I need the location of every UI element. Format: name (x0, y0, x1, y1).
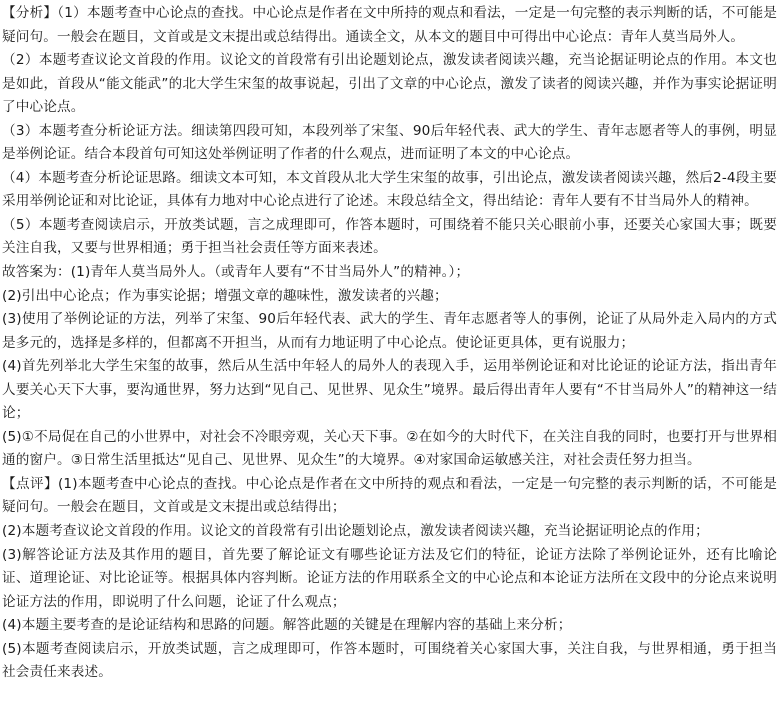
comment-item-3: (3)解答论证方法及其作用的题目，首先要了解论证文有哪些论证方法及它们的特征，论证方法除了举例论证外，还有比喻论证、道理论证、对比论证等。根据具体内容判断。论证方法的作用联系全文的中心论点和本论证方法所在文段中的分论点来说明论证方法的作用，即说明了什么问题，论证了什么观点； (2, 546, 777, 610)
answer-item-5: (5)①不局促在自己的小世界中，对社会不冷眼旁观，关心天下事。②在如今的大时代下，在关注自我的同时，也要打开与世界相通的窗户。③日常生活里抵达“见自己、见世界、见众生”的大境界。④对家国命运敏感关注，对社会责任努力担当。 (2, 428, 777, 469)
answer-explanation-document (2, 2, 777, 685)
answer-item-4: (4)首先列举北大学生宋玺的故事，然后从生活中年轻人的局外人的表现入手，运用举例论证和对比论证的论证方法，指出青年人要关心天下大事，要沟通世界，努力达到“见自己、见世界、见众生”境界。最后得出青年人要有“不甘当局外人”的精神这一结论； (2, 358, 777, 422)
comment-item-2: (2)本题考查议论文首段的作用。议论文的首段常有引出论题划论点，激发读者阅读兴趣，充当论据证明论点的作用； (2, 523, 709, 540)
answer-item-3: (3)使用了举例论证的方法，列举了宋玺、90后年轻代表、武大的学生、青年志愿者等人的事例，论证了从局外走入局内的方式是多元的，选择是多样的，但都离不开担当，从而有力地证明了中心论点。使论证更具体，更有说服力； (2, 311, 777, 351)
answer-item-1: 故答案为：(1)青年人莫当局外人。（或青年人要有“不甘当局外人”的精神。）； (2, 264, 470, 281)
analysis-item-2: （2）本题考查议论文首段的作用。议论文的首段常有引出论题划论点，激发读者阅读兴趣，充当论据证明论点的作用。本文也是如此，首段从“能文能武”的北大学生宋玺的故事说起，引出了文章的中心论点，激发了读者的阅读兴趣，并作为事实论据证明了中心论点。 (2, 52, 777, 116)
comment-item-1: 【点评】(1)本题考查中心论点的查找。中心论点是作者在文中所持的观点和看法，一定是一句完整的表示判断的话，不可能是疑问句。一般会在题目，文首或是文末提出或总结得出； (2, 475, 777, 516)
analysis-item-4: （4）本题考查分析论证思路。细读文本可知，本文首段从北大学生宋玺的故事，引出论点，激发读者阅读兴趣，然后2-4段主要采用举例论证和对比论证，具体有力地对中心论点进行了论述。末段总结全文，得出结论：青年人要有不甘当局外人的精神。 (2, 169, 777, 210)
answer-item-2: (2)引出中心论点；作为事实论据；增强文章的趣味性，激发读者的兴趣； (2, 287, 448, 304)
comment-item-4: (4)本题主要考查的是论证结构和思路的问题。解答此题的关键是在理解内容的基础上来分析； (2, 617, 572, 634)
analysis-item-1: 【分析】（1）本题考查中心论点的查找。中心论点是作者在文中所持的观点和看法，一定是一句完整的表示判断的话，不可能是疑问句。一般会在题目，文首或是文末提出或总结得出。通读全文，从本文的题目中可得出中心论点：青年人莫当局外人。 (2, 5, 777, 45)
analysis-item-3: （3）本题考查分析论证方法。细读第四段可知，本段列举了宋玺、90后年轻代表、武大的学生、青年志愿者等人的事例，明显是举例论证。结合本段首句可知这处举例证明了作者的什么观点，进而证明了本文的中心论点。 (2, 122, 777, 163)
comment-item-5: (5)本题考查阅读启示，开放类试题，言之成理即可，作答本题时，可围绕着关心家国大事，关注自我，与世界相通，勇于担当社会责任来表述。 (2, 640, 777, 681)
analysis-item-5: （5）本题考查阅读启示，开放类试题，言之成理即可，作答本题时，可围绕着不能只关心眼前小事，还要关心家国大事；既要关注自我，又要与世界相通；勇于担当社会责任等方面来表述。 (2, 216, 777, 257)
